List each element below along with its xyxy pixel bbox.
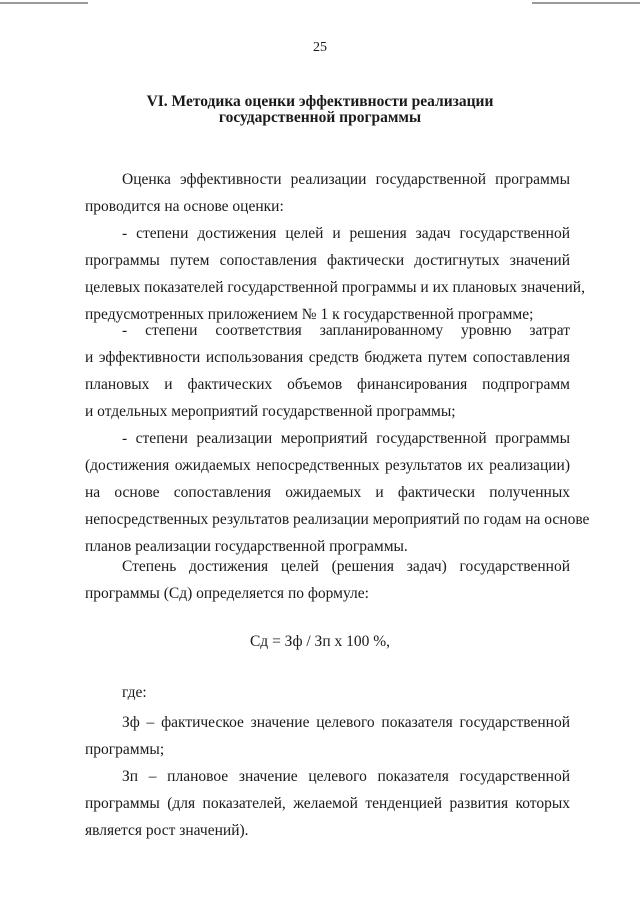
scan-edge-left: [0, 2, 88, 4]
section-heading-line-2: государственной программы: [218, 109, 422, 126]
paragraph-line: непосредственных результатов реализации мероприятий по годам на основе: [85, 511, 590, 528]
paragraph-line: на основе сопоставления ожидаемых и фактически полученных: [85, 484, 570, 501]
scan-edge-right: [532, 2, 640, 4]
paragraph-line: Зп – плановое значение целевого показателя государственной: [122, 768, 570, 785]
definition-planned: [85, 763, 570, 844]
paragraph-line: программы путем сопоставления фактически достигнутых значений: [85, 252, 570, 269]
paragraph-line: - степени достижения целей и решения задач государственной: [122, 225, 570, 242]
paragraph-line: плановых и фактических объемов финансирования подпрограмм: [85, 376, 570, 393]
formula: Сд = Зф / Зп х 100 %,: [249, 633, 391, 650]
intro-paragraph: [85, 166, 570, 220]
paragraph-line: и отдельных мероприятий государственной программы;: [85, 403, 456, 420]
section-heading-line-1: VI. Методика оценки эффективности реализации: [146, 93, 494, 110]
bullet-costs: [85, 317, 570, 425]
paragraph-line: программы (для показателей, желаемой тенденцией развития которых: [85, 795, 570, 812]
paragraph-line: Оценка эффективности реализации государственной программы: [122, 171, 570, 188]
formula-intro-paragraph: [85, 553, 570, 607]
definition-actual: [85, 709, 570, 763]
paragraph-line: предусмотренных приложением № 1 к государственной программе;: [85, 306, 534, 323]
paragraph-line: - степени реализации мероприятий государственной программы: [122, 430, 570, 447]
paragraph-line: проводится на основе оценки:: [85, 198, 284, 215]
paragraph-line: целевых показателей государственной программы и их плановых значений,: [85, 279, 585, 296]
paragraph-line: (достижения ожидаемых непосредственных результатов их реализации): [85, 457, 570, 474]
paragraph-line: программы;: [85, 741, 165, 758]
paragraph-line: планов реализации государственной программы.: [85, 538, 408, 555]
paragraph-line: и эффективности использования средств бюджета путем сопоставления: [85, 349, 570, 366]
where-label: где:: [122, 684, 147, 701]
bullet-goals: [85, 220, 585, 328]
bullet-activities: [85, 425, 590, 560]
paragraph-line: Степень достижения целей (решения задач) государственной: [122, 558, 570, 575]
paragraph-line: Зф – фактическое значение целевого показателя государственной: [122, 714, 570, 731]
paragraph-line: является рост значений).: [85, 822, 249, 839]
section-heading: [0, 94, 640, 126]
paragraph-line: программы (Сд) определяется по формуле:: [85, 585, 369, 602]
page-number: 25: [313, 40, 327, 55]
paragraph-line: - степени соответствия запланированному уровню затрат: [122, 322, 570, 339]
